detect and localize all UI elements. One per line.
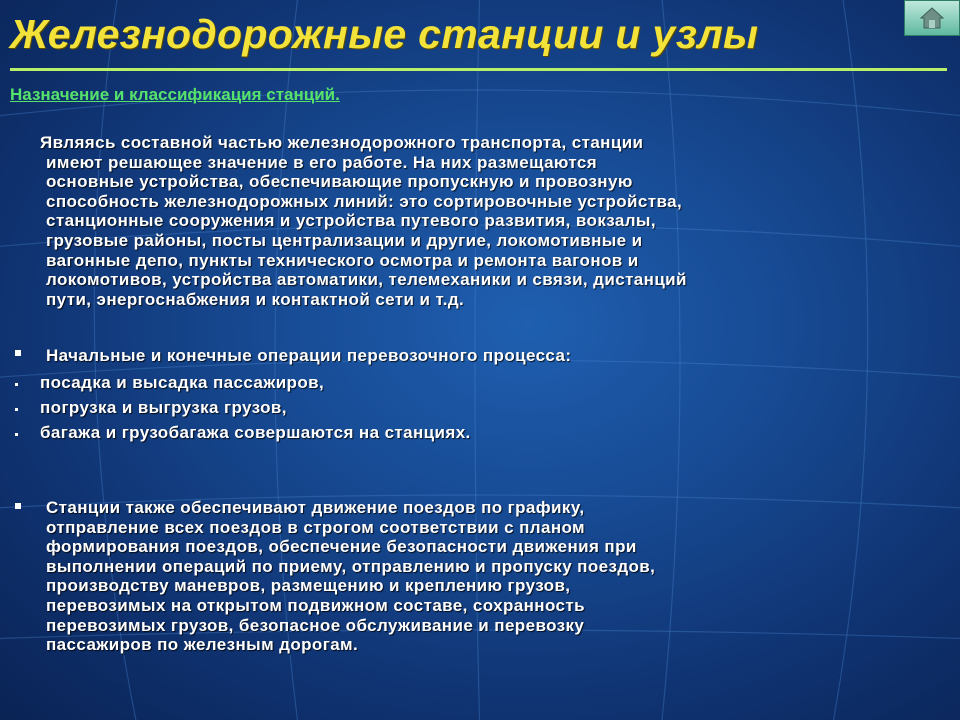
final-line: Станции также обеспечивают движение поездов по графику, — [46, 498, 585, 517]
operation-item: посадка и высадка пассажиров, — [40, 373, 325, 392]
intro-line: способность железнодорожных линий: это сортировочные устройства, — [46, 191, 683, 211]
intro-line: грузовые районы, посты централизации и другие, локомотивные и — [46, 230, 643, 250]
operations-heading: Начальные и конечные операции перевозочного процесса: — [46, 346, 572, 365]
square-bullet-icon — [15, 350, 21, 356]
operation-item: багажа и грузобагажа совершаются на станциях. — [40, 423, 471, 442]
final-line: перевозимых грузов, безопасное обслуживание и перевозку — [46, 615, 585, 635]
square-bullet-icon — [15, 503, 21, 509]
intro-line: станционные сооружения и устройства путевого развития, вокзалы, — [46, 211, 656, 231]
operation-item: погрузка и выгрузка грузов, — [40, 398, 287, 417]
intro-line: локомотивов, устройства автоматики, телемеханики и связи, дистанций — [46, 270, 687, 290]
dot-bullet-icon — [15, 433, 18, 436]
title-underline — [10, 68, 947, 71]
intro-line: основные устройства, обеспечивающие пропускную и провозную — [46, 172, 633, 192]
intro-line: вагонные депо, пункты технического осмотра и ремонта вагонов и — [46, 250, 639, 270]
final-line: производству маневров, размещению и креплению грузов, — [46, 576, 571, 596]
final-line: перевозимых на открытом подвижном составе, сохранность — [46, 595, 585, 615]
intro-line: пути, энергоснабжения и контактной сети и т.д. — [46, 289, 465, 309]
final-paragraph — [46, 498, 946, 655]
final-line: пассажиров по железным дорогам. — [46, 635, 359, 655]
final-line: отправление всех поездов в строгом соответствии с планом — [46, 517, 586, 537]
final-line: выполнении операций по приему, отправлению и пропуску поездов, — [46, 556, 656, 576]
intro-paragraph — [40, 133, 946, 309]
slide-title: Железнодорожные станции и узлы — [10, 11, 759, 57]
intro-line: Являясь составной частью железнодорожного транспорта, станции — [40, 133, 644, 152]
section-subtitle: Назначение и классификация станций. — [10, 85, 340, 104]
intro-line: имеют решающее значение в его работе. На них размещаются — [46, 152, 598, 172]
dot-bullet-icon — [15, 383, 18, 386]
final-line: формирования поездов, обеспечение безопасности движения при — [46, 537, 637, 557]
dot-bullet-icon — [15, 408, 18, 411]
